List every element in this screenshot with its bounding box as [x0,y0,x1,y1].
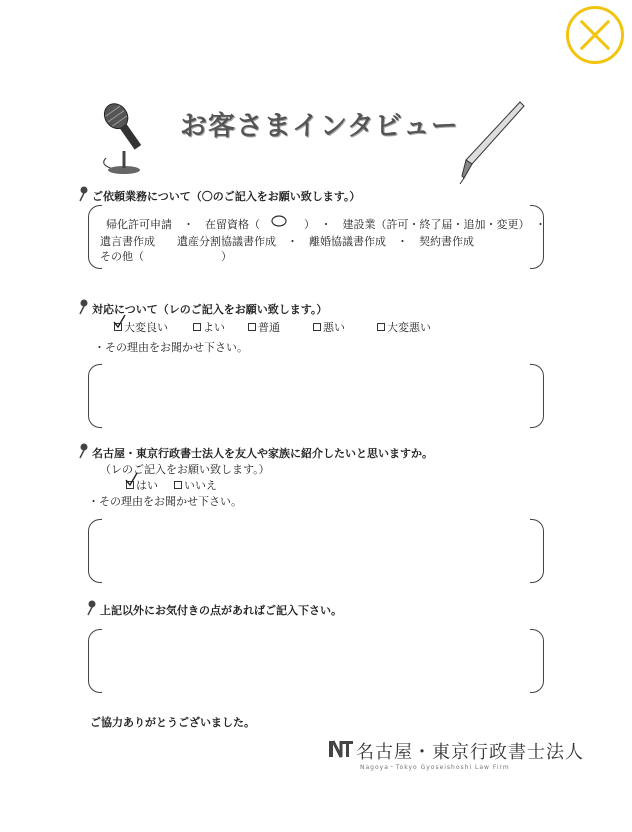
page-title: お客さまインタビュー [180,111,459,142]
rating-option-very-bad[interactable]: 大変悪い [377,319,431,335]
referral-option-no[interactable]: いいえ [174,477,217,493]
bracket-left [88,519,102,583]
service-options-line1: 帰化許可申請 ・ 在留資格（ ） ・ 建設業（許可・終了届・追加・変更） ・ [106,218,546,231]
circle-mark-icon [270,214,288,228]
microphone-icon [76,299,90,315]
microphone-icon [84,600,98,616]
service-heading: ご依頼業務について（〇のご記入をお願い致します。） [92,190,361,203]
checkmark-icon [112,313,126,329]
firm-logo-icon [328,739,354,761]
rating-option-good[interactable]: よい [193,319,225,335]
rating-option-very-good[interactable]: 大変良い [114,319,168,335]
bracket-left [88,364,102,428]
other-comment-area[interactable] [104,631,528,691]
bracket-right [530,519,544,583]
bracket-right [530,629,544,693]
checkmark-icon [124,471,138,487]
referral-option-yes[interactable]: はい [126,477,158,493]
other-heading: 上記以外にお気付きの点があればご記入下さい。 [100,604,342,617]
microphone-icon [88,96,158,176]
close-icon[interactable] [566,6,624,64]
referral-heading: 名古屋・東京行政書士法人を友人や家族に紹介したいと思いますか。 [92,447,433,460]
rating-option-bad[interactable]: 悪い [313,319,345,335]
thanks-text: ご協力ありがとうございました。 [90,716,255,729]
response-reason-prompt: ・その理由をお聞かせ下さい。 [94,341,248,354]
referral-reason-prompt: ・その理由をお聞かせ下さい。 [88,495,242,508]
firm-logo-subtitle: Nagoya・Tokyo Gyoseishoshi Law Firm [360,764,510,771]
referral-subheading: （レのご記入をお願い致します。） [100,463,270,476]
response-heading: 対応について（レのご記入をお願い致します。） [92,303,328,316]
referral-reason-area[interactable] [104,521,528,581]
bracket-right [530,205,544,269]
bracket-left [88,629,102,693]
service-options-line2: 遺言書作成 遺産分割協議書作成 ・ 離婚協議書作成 ・ 契約書作成 [100,235,474,248]
microphone-icon [76,443,90,459]
response-reason-area[interactable] [104,366,528,426]
microphone-icon [76,186,90,202]
bracket-right [530,364,544,428]
rating-option-normal[interactable]: 普通 [248,319,280,335]
fountain-pen-icon [458,98,530,186]
service-options-line3: その他（ ） [100,250,232,263]
firm-logo-name: 名古屋・東京行政書士法人 [356,742,584,763]
